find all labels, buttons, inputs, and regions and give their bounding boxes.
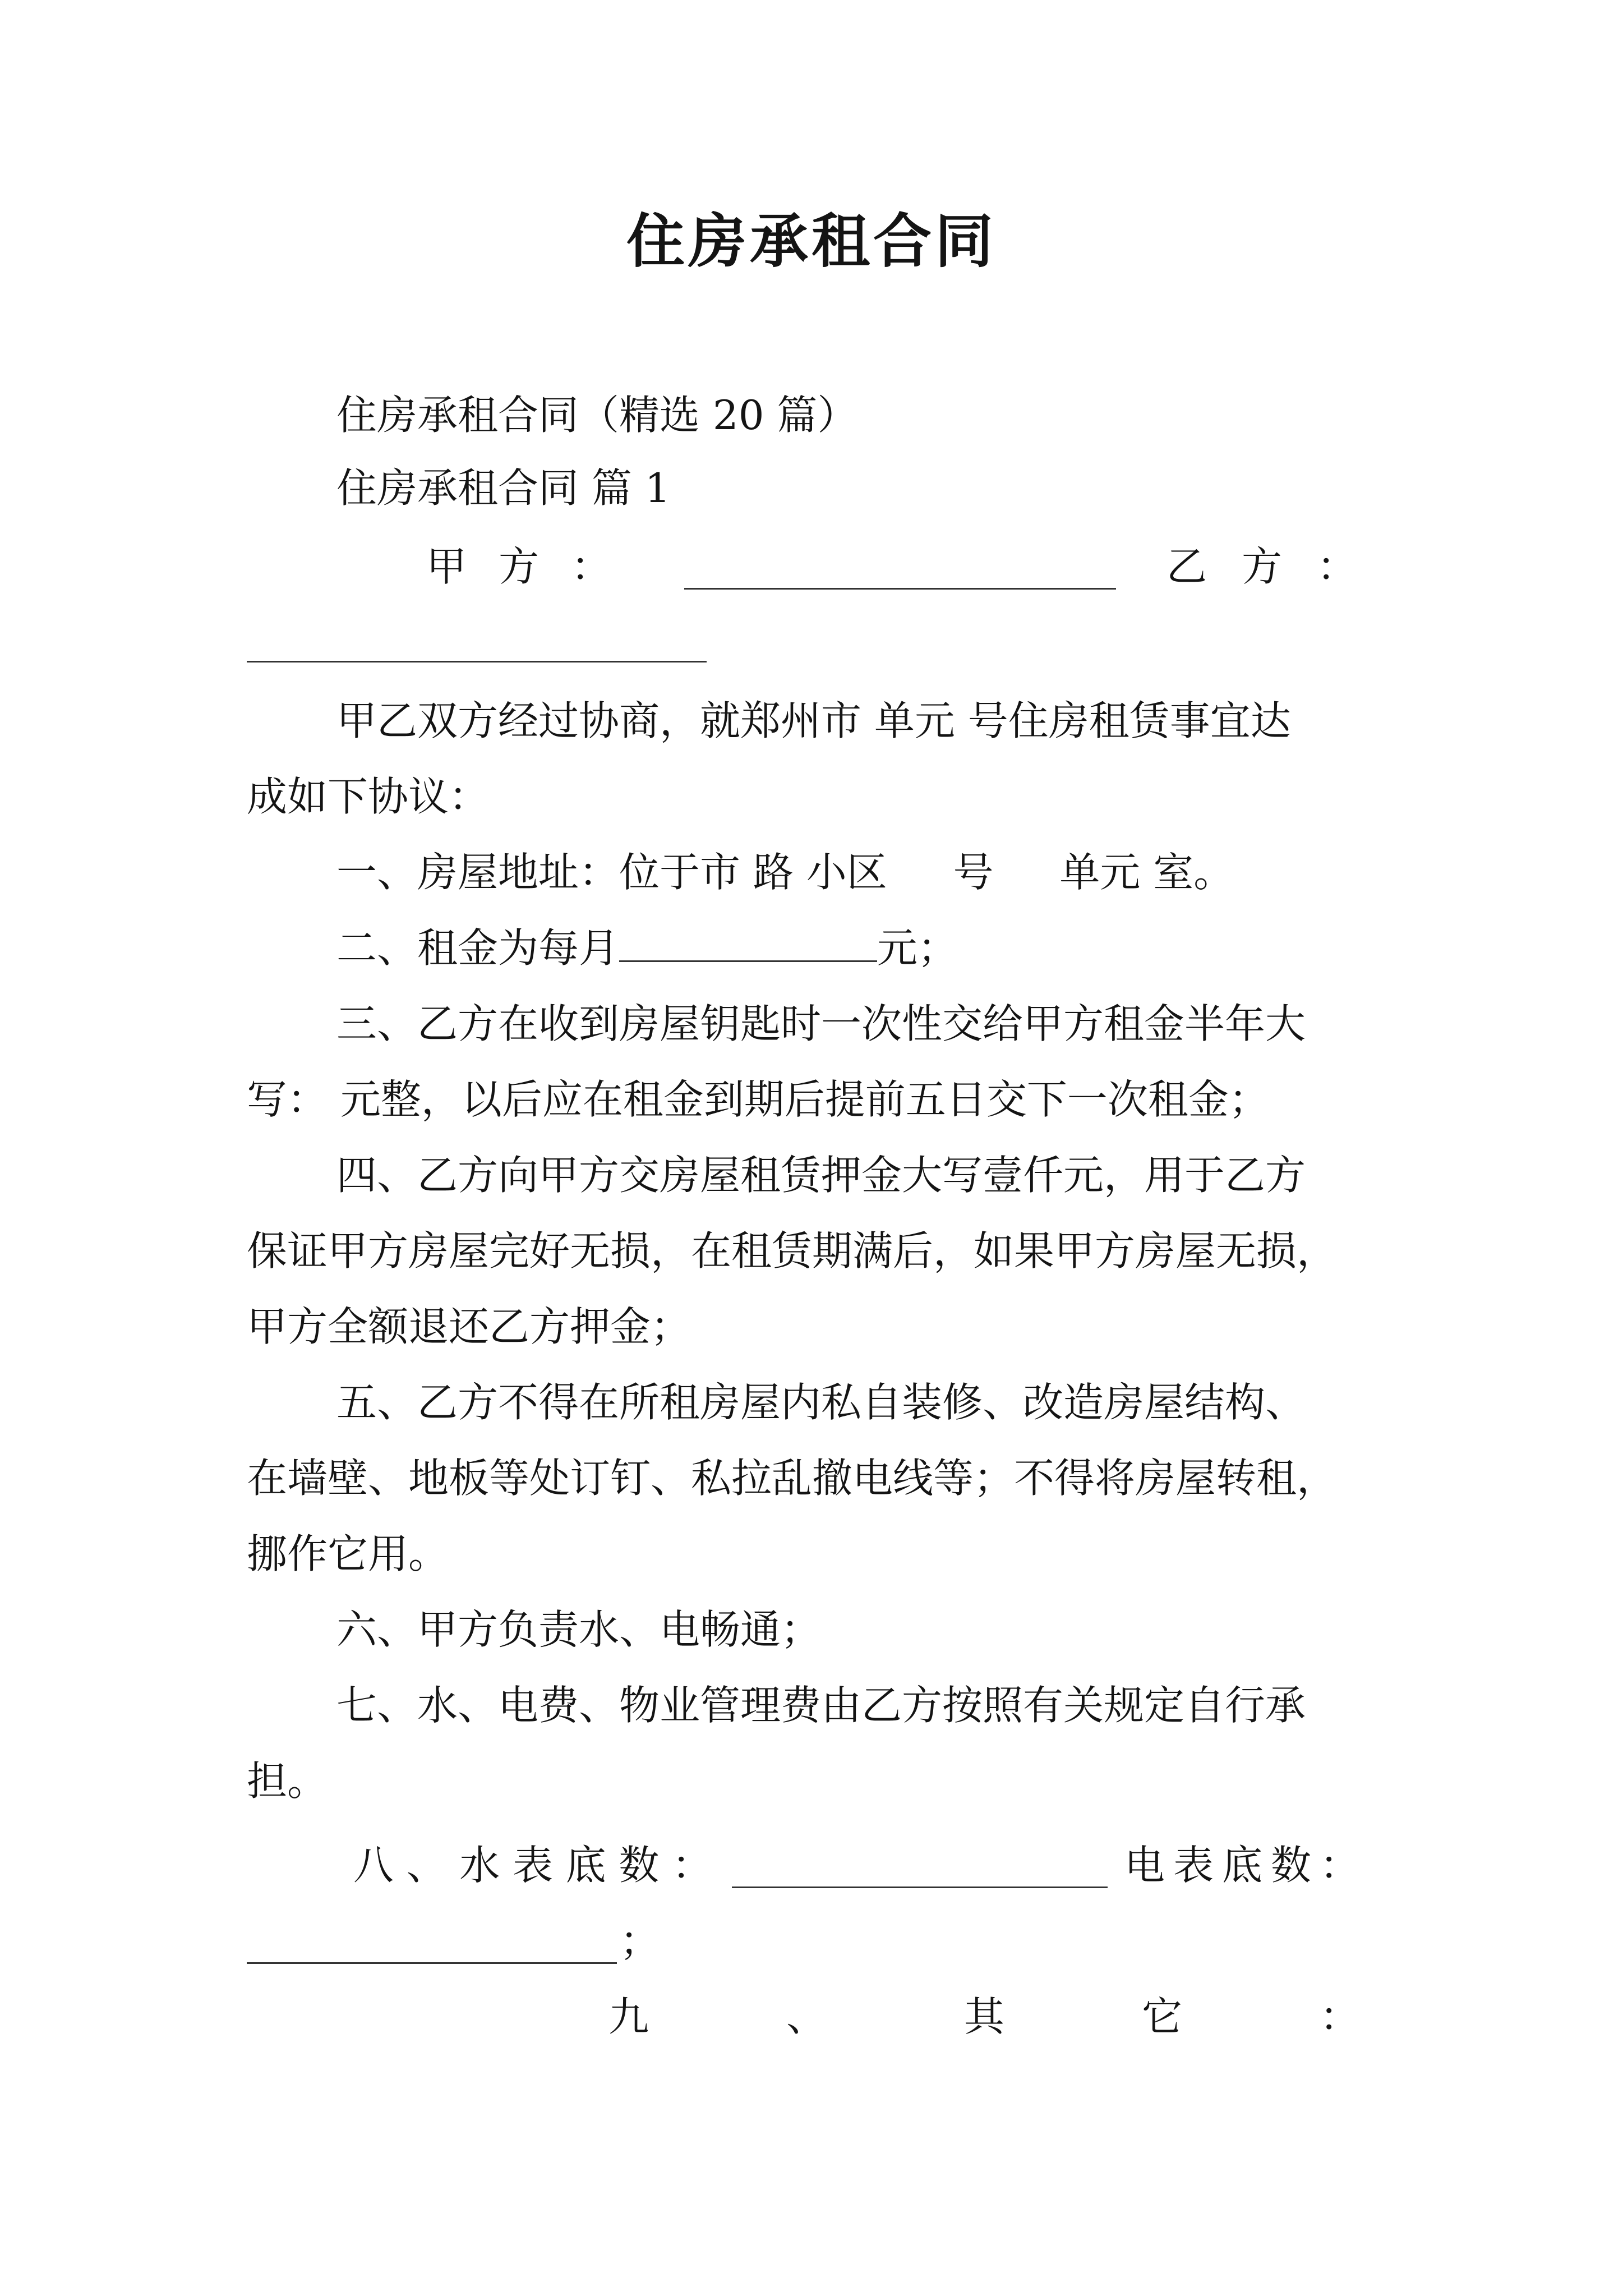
power-meter-blank[interactable] xyxy=(247,1962,617,1964)
party-a-char: 方 xyxy=(498,543,539,590)
party-a-blank[interactable] xyxy=(684,588,1116,590)
party-b-char: 方 xyxy=(1241,543,1282,590)
clause-3: 三、乙方在收到房屋钥匙时一次性交给甲方租金半年大 xyxy=(336,1000,1306,1047)
party-b-blank[interactable] xyxy=(247,661,707,662)
water-meter-char: 、 xyxy=(406,1842,447,1889)
intro-line: 成如下协议： xyxy=(247,773,490,820)
clause-8-end: ； xyxy=(620,1917,661,1964)
clause-6: 六、甲方负责水、电畅通； xyxy=(336,1606,822,1653)
water-meter-label xyxy=(353,1837,712,1893)
clause-1: 一、房屋地址：位于市 路 小区 号 单元 室。 xyxy=(336,849,1234,896)
clause-9-char: 九 xyxy=(608,1993,649,2040)
water-meter-char: ： xyxy=(671,1842,712,1889)
water-meter-char: 水 xyxy=(459,1842,500,1889)
water-meter-char: 表 xyxy=(512,1842,553,1889)
clause-9 xyxy=(608,1989,1360,2045)
clause-9-char: 它 xyxy=(1141,1993,1182,2040)
clause-4: 甲方全额退还乙方押金； xyxy=(247,1303,691,1350)
clause-3: 写： 元整，以后应在租金到期后提前五日交下一次租金； xyxy=(247,1076,1269,1123)
clause-5: 五、乙方不得在所租房屋内私自装修、改造房屋结构、 xyxy=(336,1379,1306,1426)
intro-line: 甲乙双方经过协商，就郑州市 单元 号住房租赁事宜达 xyxy=(336,697,1291,744)
clause-7: 担。 xyxy=(247,1757,328,1805)
power-meter-label xyxy=(1124,1837,1360,1893)
document-title: 住房承租合同 xyxy=(626,206,997,275)
clause-9-char: 、 xyxy=(786,1993,827,2040)
power-meter-char: 表 xyxy=(1173,1842,1214,1889)
clause-4: 四、乙方向甲方交房屋租赁押金大写壹仟元，用于乙方 xyxy=(336,1152,1306,1199)
party-a-char: 甲 xyxy=(426,543,467,590)
water-meter-char: 数 xyxy=(619,1842,660,1889)
clause-4: 保证甲方房屋完好无损，在租赁期满后，如果甲方房屋无损， xyxy=(247,1227,1338,1274)
rent-amount-blank[interactable] xyxy=(619,921,877,962)
clause-7: 七、水、电费、物业管理费由乙方按照有关规定自行承 xyxy=(336,1682,1306,1729)
subtitle: 住房承租合同（精选 20 篇） xyxy=(336,392,858,439)
power-meter-char: ： xyxy=(1319,1842,1360,1889)
water-meter-blank[interactable] xyxy=(732,1887,1108,1888)
clause-2-text: 二、租金为每月 xyxy=(336,924,620,972)
clause-2 xyxy=(336,920,958,976)
clause-2-text: 元； xyxy=(877,924,958,972)
party-b-label xyxy=(1166,539,1357,595)
power-meter-char: 数 xyxy=(1270,1842,1311,1889)
power-meter-char: 电 xyxy=(1124,1842,1165,1889)
clause-9-char: ： xyxy=(1319,1993,1360,2040)
party-b-char: ： xyxy=(1316,543,1357,590)
clause-5: 挪作它用。 xyxy=(247,1530,449,1577)
water-meter-char: 底 xyxy=(565,1842,606,1889)
party-b-char: 乙 xyxy=(1166,543,1207,590)
clause-5: 在墙壁、地板等处订钉、私拉乱撤电线等；不得将房屋转租， xyxy=(247,1455,1338,1502)
party-a-label xyxy=(426,539,611,595)
power-meter-char: 底 xyxy=(1221,1842,1262,1889)
water-meter-char: 八 xyxy=(353,1842,394,1889)
section-heading: 住房承租合同 篇 1 xyxy=(336,464,671,512)
clause-9-char: 其 xyxy=(963,1993,1004,2040)
party-a-char: ： xyxy=(570,543,611,590)
